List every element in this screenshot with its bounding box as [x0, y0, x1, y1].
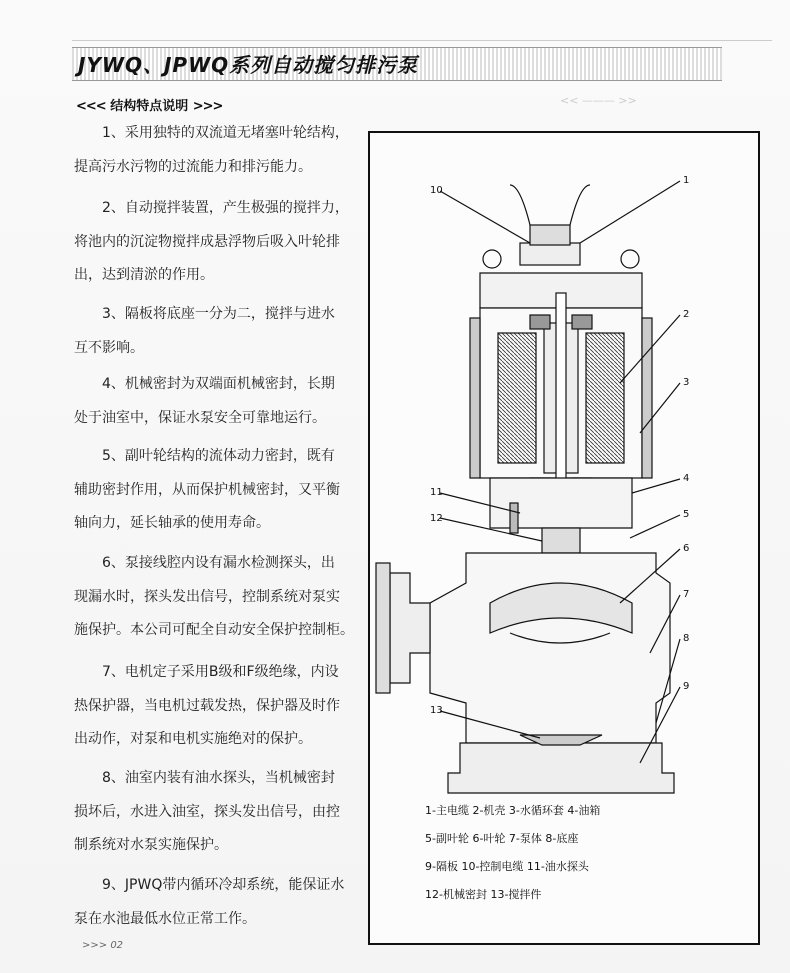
feature-8: [74, 762, 374, 863]
page-title: JYWQ、JPWQ系列自动搅匀排污泵: [78, 53, 419, 77]
section-heading-text: 结构特点说明: [110, 99, 189, 114]
page-number: >>> 02: [82, 940, 124, 951]
callout-2: 2: [683, 309, 690, 320]
feature-line: 2、自动搅拌装置，产生极强的搅拌力，: [102, 200, 349, 216]
feature-line: 轴向力，延长轴承的使用寿命。: [74, 515, 270, 531]
legend-line-2: 5-副叶轮 6-叶轮 7-泵体 8-底座: [425, 832, 579, 845]
feature-line: 现漏水时，探头发出信号，控制系统对泵实: [74, 588, 340, 605]
callout-6: 6: [683, 543, 690, 554]
feature-3: [74, 298, 374, 365]
feature-line: 施保护。本公司可配全自动安全保护控制柜。: [74, 622, 354, 638]
feature-line: 热保护器，当电机过载发热，保护器及时作: [74, 697, 340, 714]
feature-line: 提高污水污物的过流能力和排污能力。: [74, 158, 312, 175]
feature-line: 6、泵接线腔内设有漏水检测探头，出: [102, 555, 335, 571]
feature-line: 互不影响。: [74, 339, 144, 356]
feature-line: 3、隔板将底座一分为二，搅拌与进水: [102, 306, 335, 322]
feature-line: 9、JPWQ带内循环冷却系统，能保证水: [102, 877, 345, 893]
feature-line: 8、油室内装有油水探头，当机械密封: [102, 770, 335, 786]
right-arrows: >>>: [192, 99, 223, 114]
feature-6: [74, 547, 374, 648]
callout-3: 3: [683, 377, 690, 388]
bleed-through-text: << ——— >>: [560, 94, 637, 107]
feature-line: 将池内的沉淀物搅拌成悬浮物后吸入叶轮排: [74, 233, 340, 250]
feature-line: 处于油室中，保证水泵安全可靠地运行。: [74, 409, 326, 426]
feature-7: [74, 656, 374, 757]
legend-line-4: 12-机械密封 13-搅拌件: [425, 888, 542, 901]
legend-line-1: 1-主电缆 2-机壳 3-水循环套 4-油箱: [425, 804, 601, 817]
cable-10-line: [510, 185, 530, 225]
callout-4: 4: [683, 473, 690, 484]
callout-12: 12: [430, 513, 443, 524]
feature-5: [74, 440, 374, 541]
feature-line: 1、采用独特的双流道无堵塞叶轮结构，: [102, 125, 349, 141]
section-heading: [76, 95, 222, 114]
left-arrows: <<<: [76, 99, 106, 114]
callout-5: 5: [683, 509, 690, 520]
callout-8: 8: [683, 633, 690, 644]
callout-7: 7: [683, 589, 690, 600]
callout-11: 11: [430, 487, 443, 498]
feature-line: 损坏后，水进入油室，探头发出信号，由控: [74, 803, 340, 820]
feature-2: [74, 192, 374, 293]
feature-9: [74, 869, 374, 936]
cable-1-line: [570, 185, 590, 225]
feature-line: 泵在水池最低水位正常工作。: [74, 910, 256, 927]
feature-line: 出，达到清淤的作用。: [74, 267, 214, 283]
feature-line: 出动作，对泵和电机实施绝对的保护。: [74, 731, 312, 747]
feature-line: 辅助密封作用，从而保护机械密封，又平衡: [74, 481, 340, 498]
feature-line: 7、电机定子采用B级和F级绝缘，内设: [102, 664, 339, 680]
feature-line: 制系统对水泵实施保护。: [74, 837, 228, 853]
feature-4: [74, 368, 374, 435]
feature-line: 5、副叶轮结构的流体动力密封，既有: [102, 448, 335, 464]
pump-diagram-frame: [368, 131, 760, 945]
callout-9: 9: [683, 681, 690, 692]
callout-10: 10: [430, 185, 443, 196]
callout-13: 13: [430, 705, 443, 716]
top-rule: [72, 40, 772, 41]
feature-1: [74, 117, 374, 184]
legend-line-3: 9-隔板 10-控制电缆 11-油水探头: [425, 860, 589, 873]
callout-1: 1: [683, 175, 690, 186]
pump-cross-section-svg: [370, 133, 758, 943]
feature-line: 4、机械密封为双端面机械密封，长期: [102, 376, 335, 392]
